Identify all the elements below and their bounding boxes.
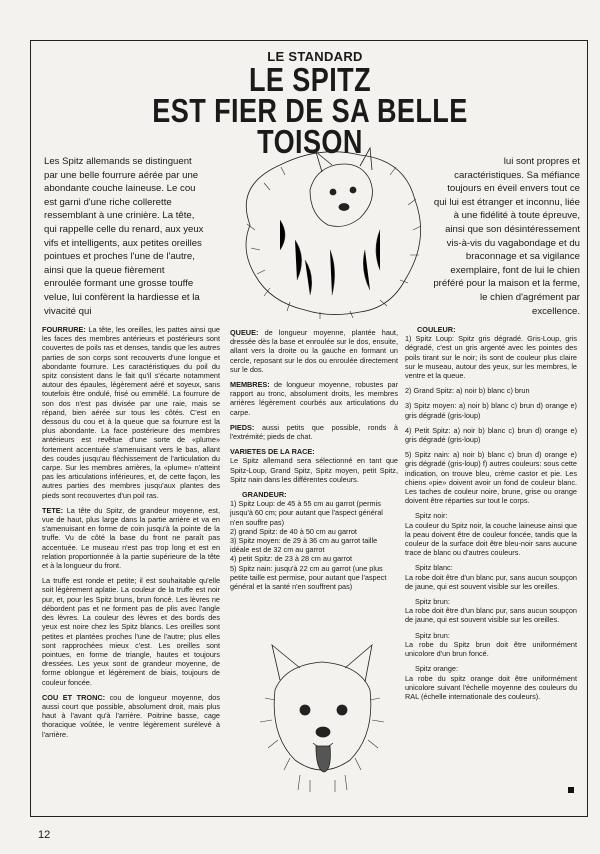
pieds-text: aussi petits que possible, ronds à l'extrémité; pieds de chat.	[230, 422, 398, 442]
spitz-noir-text: La couleur du Spitz noir, la couche laineuse ainsi que la peau doivent être de couleur foncée, tandis que la couleur de la surface doit être bleu-noir sans aucune trace de blanc ou d'autres couleurs.	[405, 520, 577, 558]
spitz-orange-heading: Spitz orange:	[415, 664, 458, 674]
fourrure-text: La tête, les oreilles, les pattes ainsi que les faces des membres antérieurs et postérieurs sont couvertes de poils ras et denses, tandis que les autres parties de son corps sont recouverts d'une longue et abondante fourrure. Les caractéristiques du poil du spitz consistent dans le fait qu'il s'écarte notamment autour des épaules, légèrement aéré et soyeux, sans toutefois être ondulé, frisé ou emmêlé. La fourrure de son dos n'est pas divisée par une raie, mais se répand, bien aérée sur tous les côtés. C'est en dessous du cou et à la queue que sa fourrure est la plus abondante. La face postérieure des membres antérieurs est revêtue d'une sorte de «plume» fortement accentuée s'amenuisant vers le bas, allant des coudes jusqu'au fléchissement de l'articulation du carpe. Sur les membres arrières, la «plume» n'atteint pas les articulations inférieures, et, de cette façon, les autres parties des membres jusqu'aux plantes des pieds sont recouvertes d'un poil ras.	[42, 325, 220, 500]
varietes-text: Le Spitz allemand sera sélectionné en tant que Spitz-Loup, Grand Spitz, Spitz moyen, petit Spitz, Spitz nain dans les différentes couleurs.	[230, 456, 398, 484]
queue-heading: QUEUE:	[230, 328, 259, 337]
body-column-3	[405, 325, 577, 707]
tete-heading: TETE:	[42, 505, 64, 515]
spitz-illustration-top	[210, 130, 435, 320]
color-petit-spitz: 4) Petit Spitz: a) noir b) blanc c) brun d) orange e) gris dégradé (gris-loup)	[405, 425, 577, 445]
fourrure-heading: FOURRURE:	[42, 325, 86, 334]
membres-heading: MEMBRES:	[230, 380, 270, 390]
headline-line-2: EST FIER DE SA BELLE TOISON	[152, 92, 468, 160]
end-mark	[568, 787, 574, 793]
cou-heading: COU ET TRONC:	[42, 692, 106, 702]
spitz-brun-text: La robe doit être d'un blanc pur, sans aucun soupçon de jaune, qui est souvent visible sur les oreilles.	[405, 606, 577, 625]
lead-paragraph-right	[432, 155, 580, 318]
grandeur-heading: GRANDEUR:	[242, 490, 287, 500]
size-spitz-moyen: 3) Spitz moyen: de 29 à 36 cm au garrot taille idéale est de 32 cm au garrot	[230, 536, 378, 555]
pieds-heading: PIEDS:	[230, 422, 255, 432]
lead-left-text: Les Spitz allemands se distinguent par une belle fourrure aérée par une abondante couche laineuse. Le cou est garni d'une riche collerette ressemblant à une crinière. La tête, qui rappelle celle du renard, aux yeux vifs et intelligents, aux petites oreilles pointues et proches l'une de l'autre, ainsi que la queue fièrement enroulée formant une grosse touffe velue, lui confèrent la hardiesse et la vivacité qui	[44, 156, 204, 317]
spitz-brun-2-heading: Spitz brun:	[415, 630, 450, 640]
size-spitz-loup: 1) Spitz Loup: de 45 à 55 cm au garrot (permis jusqu'à 60 cm; pour autant que l'aspect général n'en souffre pas)	[230, 499, 383, 527]
headline-line-1: LE SPITZ	[248, 61, 372, 98]
membres-text: de longueur moyenne, robustes par rapport au tronc, absolument droits, les membres arrières légèrement courbés aux articulations du carpe.	[230, 380, 398, 417]
spitz-blanc-text: La robe doit être d'un blanc pur, sans aucun soupçon de jaune, qui est souvent visible sur les oreilles.	[405, 572, 577, 591]
page-number: 12	[38, 829, 51, 841]
queue-text: de longueur moyenne, plantée haut, dressée dès la base et enroulée sur le dos, ensuite, allant vers la droite ou la gauche en formant un cercle, reposant sur le dos ou enroulée directement sur le dos.	[230, 328, 398, 374]
color-spitz-moyen: 3) Spitz moyen: a) noir b) blanc c) brun d) orange e) gris dégradé (gris-loup)	[405, 401, 577, 420]
color-grand-spitz: 2) Grand Spitz: a) noir b) blanc c) brun	[405, 386, 530, 396]
spitz-illustration-bottom	[250, 640, 395, 800]
lead-paragraph-left	[44, 155, 204, 318]
body-column-2	[230, 328, 398, 597]
truffe-text: La truffe est ronde et petite; il est souhaitable qu'elle soit légèrement aplatie. La couleur de la truffe est noir pur, et, pour les Spitz bruns, brun foncé. Les lèvres ne débordent pas et ne forment pas de plis avec l'angle des lèvres. La couleur des lèvres et des bords des yeux est noire chez les Spitz blancs. Les oreilles sont petites et plantées proches l'une de l'autre; plus elles sont rapprochées mieux c'est. Les oreilles sont pointues, en forme de triangle, hautes et toujours dressées. Les yeux sont de grandeur moyenne, de forme oblongue et légèrement de biais, toujours de couleur foncée.	[42, 576, 220, 687]
body-column-1	[42, 325, 220, 745]
cou-text: cou de longueur moyenne, dos aussi court que possible, absolument droit, mais plus haut à l'avant qu'à l'arrière. Poitrine basse, cage thoracique voûtée, le ventre légèrement surélevé à l'arrière.	[42, 692, 221, 739]
tete-text: La tête du Spitz, de grandeur moyenne, est, vue de haut, plus large dans la partie arrière et va en s'amenuisant en forme de coin jusqu'à la pointe de la truffe. Vu de côté la base du front ne paraît pas accentuée. Le museau n'est pas trop long et est en relation proportionnée à la partie supérieure de la tête et à la longueur du front.	[42, 505, 220, 571]
spitz-orange-text: La robe du spitz orange doit être uniformément unicolore suivant l'échelle moyenne des couleurs du RAL (échelle internationale des couleurs).	[405, 673, 577, 701]
spitz-brun-2-text: La robe du Spitz brun doit être uniformément unicolore d'un brun foncé.	[405, 639, 577, 659]
spitz-brun-heading: Spitz brun:	[415, 597, 450, 607]
lead-right-text: lui sont propres et caractéristiques. Sa méfiance toujours en éveil envers tout ce qui lui est étranger et inconnu, liée à une fidélité à toute épreuve, ainsi que son désintéressement vis-à-vis du vagabondage et du braconnage et sa vigilance exemplaire, font de lui le chien préféré pour la maison et la ferme, le chien d'agrément par excellence.	[433, 156, 580, 317]
varietes-heading: VARIETES DE LA RACE:	[230, 447, 315, 457]
spitz-blanc-heading: Spitz blanc:	[415, 563, 453, 573]
couleur-heading: COULEUR:	[417, 325, 456, 334]
color-spitz-loup: 1) Spitz Loup: Spitz gris dégradé. Gris-Loup, gris dégradé, c'est un gris argenté avec les pointes des poils tirant sur le noir; ils sont de couleur plus claire sur le museau, autour des yeux, sur les membres, le ventre et la queue.	[405, 334, 577, 381]
spitz-noir-heading: Spitz noir:	[415, 511, 448, 521]
section-kicker: LE STANDARD	[267, 49, 363, 64]
size-grand-spitz: 2) grand Spitz: de 40 à 50 cm au garrot	[230, 526, 357, 536]
size-petit-spitz: 4) petit Spitz: de 23 à 28 cm au garrot	[230, 554, 353, 564]
color-spitz-nain: 5) Spitz nain: a) noir b) blanc c) brun d) orange e) gris dégradé (gris-loup) f) autres couleurs: sous cette indication, on trouve bleu, crème castor et pie. Les chiens «pie» doivent avoir un fond de couleur blanc. Les taches de couleur noire, brune, grise ou orange doivent être réparties sur tout le corps.	[405, 450, 577, 506]
size-spitz-nain: 5) Spitz nain: jusqu'à 22 cm au garrot (une plus petite taille est permise, pour autant que l'aspect général et la santé n'en souffrent pas)	[230, 563, 387, 592]
